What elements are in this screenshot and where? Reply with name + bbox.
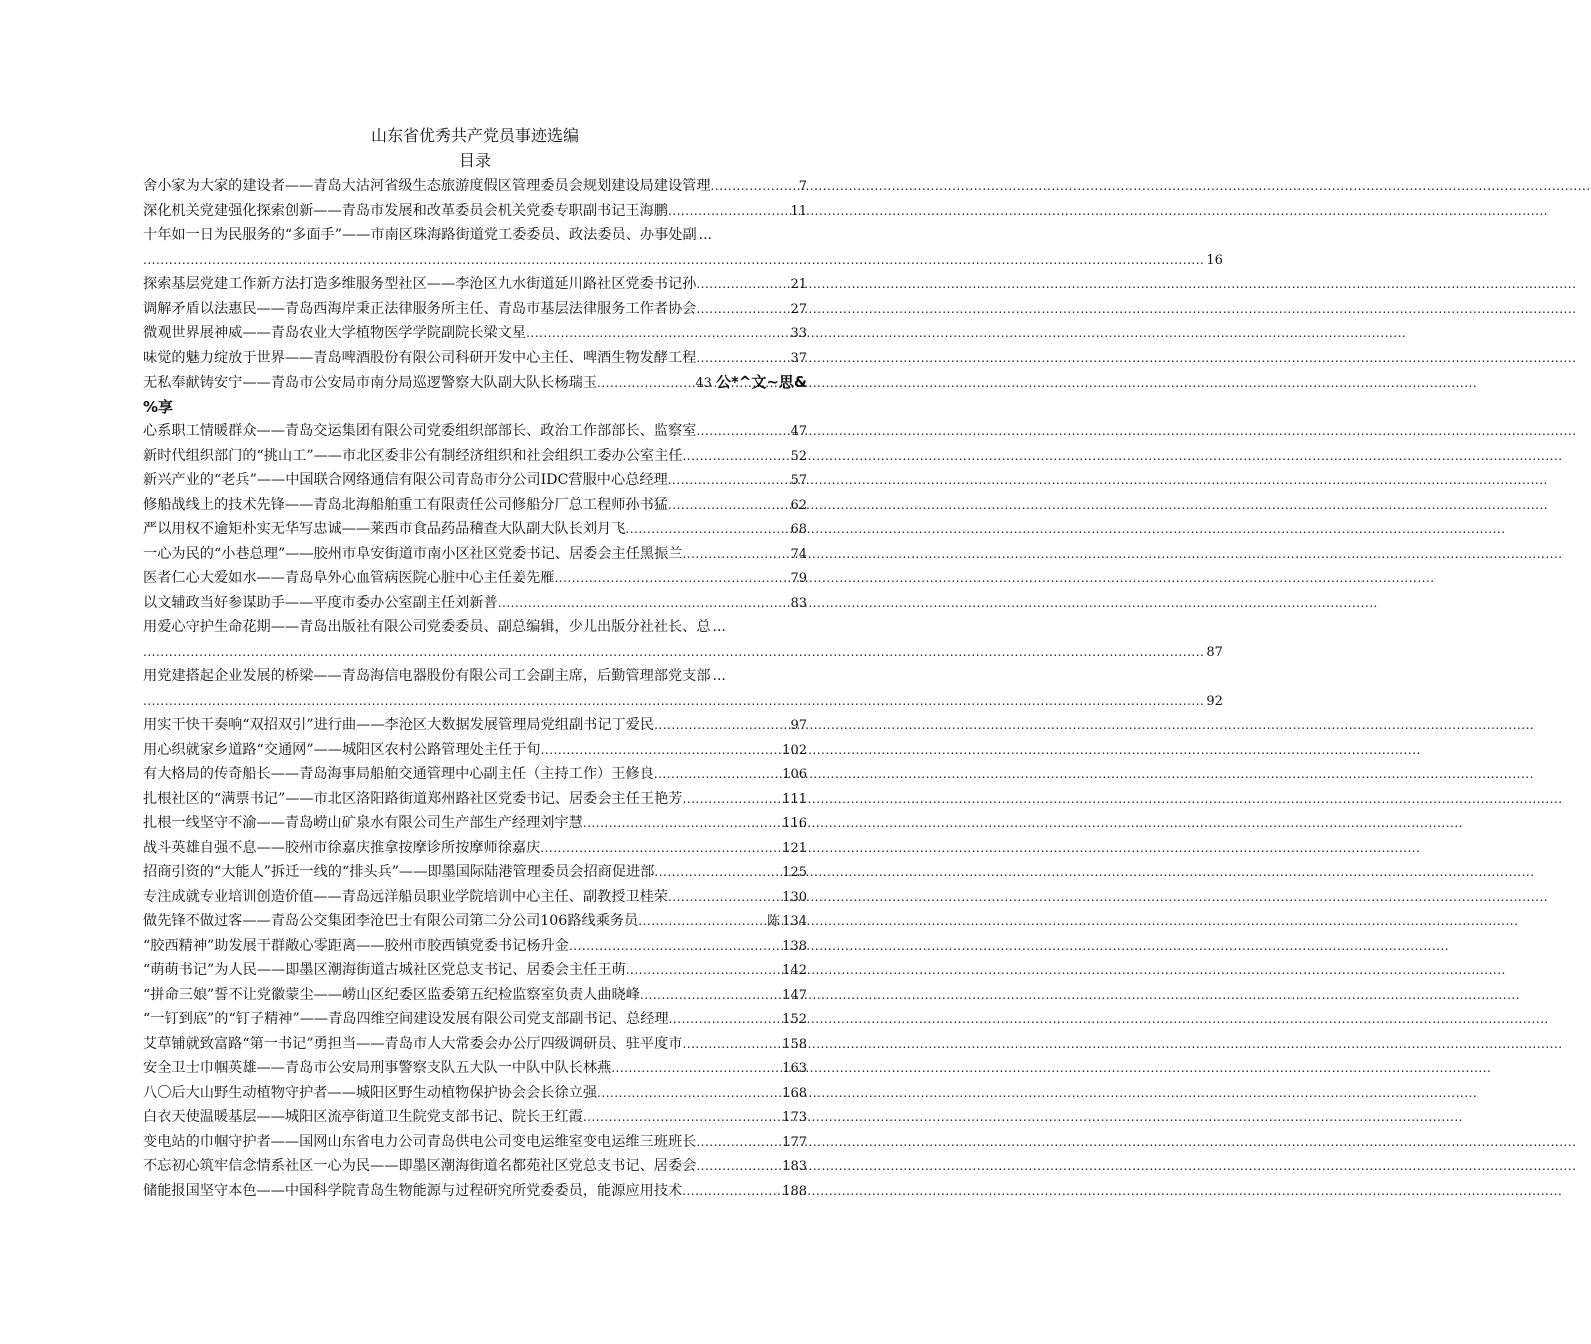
toc-entry[interactable]	[143, 836, 807, 861]
toc-entry-title: 新兴产业的“老兵”——中国联合网络通信有限公司青岛市分公司IDC营服中心总经理	[143, 472, 668, 488]
toc-entry-title: 心系职工情暖群众——青岛交运集团有限公司党委组织部部长、政治工作部部长、监察室	[143, 423, 697, 439]
toc-page-number: 116	[782, 816, 807, 831]
watermark-text: 公*^文~思&	[715, 373, 807, 391]
toc-entry[interactable]	[143, 370, 807, 395]
toc-page-number: 62	[790, 497, 807, 513]
toc-entry-title: 修船战线上的技术先锋——青岛北海船舶重工有限责任公司修船分厂总工程师孙书猛	[143, 496, 668, 513]
toc-entry-title: 扎根社区的“满票书记”——市北区洛阳路街道郑州路社区党委书记、居委会主任王艳芳	[143, 790, 683, 807]
toc-entry[interactable]	[143, 1179, 807, 1204]
toc-page-number: 188	[782, 1183, 807, 1199]
document-title: 山东省优秀共产党员事迹选编	[370, 126, 579, 145]
toc-leader-dots	[638, 909, 765, 934]
toc-page-number: 21	[790, 277, 807, 292]
toc-entry-title: 艾草铺就致富路“第一书记”勇担当——青岛市人大常委会办公厅四级调研员、驻平度市	[143, 1035, 683, 1052]
toc-leader-dots	[654, 762, 780, 787]
toc-page-number: 47	[790, 424, 807, 439]
toc-entry-title: 新时代组织部门的“挑山工”——市北区委非公有制经济组织和社会组织工委办公室主任	[143, 447, 683, 464]
toc-entry[interactable]	[143, 1081, 807, 1106]
toc-page-number: 177	[782, 1134, 807, 1150]
toc-entry[interactable]	[143, 860, 807, 885]
toc-leader-dots	[597, 1081, 780, 1106]
toc-page-number: 106	[782, 767, 807, 782]
toc-entry[interactable]	[143, 174, 807, 199]
toc-entry-ellipsis: ...	[712, 668, 726, 684]
toc-entry-title: 探索基层党建工作新方法打造多维服务型社区——李沧区九水街道延川路社区党委书记孙	[143, 276, 697, 292]
toc-entry-title: “胶西精神”助发展干群敞心零距离——胶州市胶西镇党委书记杨升金	[143, 937, 569, 954]
toc-entry[interactable]	[143, 493, 807, 518]
toc-entry[interactable]	[143, 787, 807, 812]
toc-entry[interactable]	[143, 542, 807, 567]
toc-page-number: 16	[1206, 252, 1223, 268]
toc-leader-dots	[654, 860, 780, 885]
toc-entry-continuation	[143, 640, 1223, 665]
toc-entry[interactable]	[143, 1007, 807, 1032]
toc-heading: 目录	[458, 151, 491, 170]
toc-entry-title: 舍小家为大家的建设者——青岛大沽河省级生态旅游度假区管理委员会规划建设局建设管理	[143, 178, 711, 194]
toc-entry[interactable]	[143, 591, 807, 616]
toc-entry-title: 专注成就专业培训创造价值——青岛远洋船员职业学院培训中心主任、副教授卫桂荣	[143, 888, 668, 905]
toc-entry[interactable]	[143, 1130, 807, 1155]
toc-entry-title: “一钉到底”的“钉子精神”——青岛四维空间建设发展有限公司党支部副书记、总经理	[143, 1011, 669, 1027]
toc-entry-title: 战斗英雄自强不息——胶州市徐嘉庆推拿按摩诊所按摩师徐嘉庆	[143, 839, 541, 856]
toc-page-number: 43	[695, 376, 712, 391]
toc-entry[interactable]	[143, 566, 807, 591]
toc-entry-title: 十年如一日为民服务的“多面手”——市南区珠海路街道党工委委员、政法委员、办事处副	[143, 227, 697, 243]
toc-entry-ellipsis: ...	[698, 227, 712, 243]
toc-leader-dots	[682, 1032, 780, 1057]
toc-page-number: 27	[790, 301, 807, 317]
toc-entry-title: 一心为民的“小巷总理”——胶州市阜安街道市南小区社区党委书记、居委会主任黑振兰	[143, 545, 683, 562]
toc-entry-title: 变电站的巾帼守护者——国网山东省电力公司青岛供电公司变电运维室变电运维三班班长	[143, 1133, 697, 1150]
toc-leader-dots	[143, 248, 1204, 273]
toc-leader-dots	[668, 199, 789, 224]
toc-entry-title: 微观世界展神威——青岛农业大学植物医学学院副院长梁文星	[143, 325, 527, 341]
toc-entry[interactable]	[143, 885, 807, 910]
toc-leader-dots	[682, 444, 788, 469]
toc-entry[interactable]	[143, 934, 807, 959]
toc-entry[interactable]	[143, 1032, 807, 1057]
toc-leader-dots	[640, 983, 780, 1008]
toc-page-number: 57	[790, 473, 807, 488]
toc-entry-title: 以文辅政当好参谋助手——平度市委办公室副主任刘新普	[143, 594, 498, 611]
toc-leader-dots	[696, 1154, 780, 1179]
toc-page-number: 173	[782, 1110, 807, 1125]
toc-page-number: 152	[782, 1012, 807, 1027]
toc-entry[interactable]	[143, 762, 807, 787]
toc-entry[interactable]	[143, 811, 807, 836]
toc-entry-title: “萌萌书记”为人民——即墨区潮海街道古城社区党总支书记、居委会主任王萌	[143, 962, 626, 978]
toc-page-number: 83	[790, 595, 807, 611]
toc-entry-title: 用党建搭起企业发展的桥梁——青岛海信电器股份有限公司工会副主席，后勤管理部党支部	[143, 668, 711, 684]
toc-entry-ellipsis: ...	[712, 619, 726, 635]
toc-page-number: 7	[798, 179, 807, 194]
toc-entry-title: 做先锋不做过客——青岛公交集团李沧巴士有限公司第二分公司106路线乘务员	[143, 913, 639, 929]
toc-entry-title: 八〇后大山野生动植物守护者——城阳区野生动植物保护协会会长徐立强	[143, 1084, 598, 1101]
toc-entry[interactable]	[143, 1056, 807, 1081]
toc-entry[interactable]	[143, 909, 807, 934]
toc-leader-dots	[668, 885, 780, 910]
toc-leader-dots	[682, 787, 780, 812]
toc-entry-title: 严以用权不逾矩朴实无华写忠诚——莱西市食品药品稽查大队副大队长刘月飞	[143, 521, 626, 537]
toc-entry-title: 招商引资的“大能人”拆迁一线的“排头兵”——即墨国际陆港管理委员会招商促进部	[143, 864, 655, 880]
toc-page-number: 138	[782, 938, 807, 954]
toc-page-number: 87	[1206, 644, 1223, 660]
toc-leader-dots	[696, 1130, 780, 1155]
toc-page-number: 147	[782, 987, 807, 1003]
toc-leader-dots	[668, 493, 789, 518]
toc-page-number: 111	[782, 791, 807, 807]
toc-entry-title: 味觉的魅力绽放于世界——青岛啤酒股份有限公司科研开发中心主任、啤酒生物发酵工程	[143, 349, 697, 366]
toc-entry-title: 扎根一线坚守不渝——青岛崂山矿泉水有限公司生产部生产经理刘宇慧	[143, 815, 583, 831]
toc-leader-dots	[626, 958, 780, 983]
toc-leader-dots	[611, 1056, 780, 1081]
toc-leader-dots	[554, 566, 788, 591]
toc-page-number: 102	[782, 742, 807, 758]
toc-page-number: 134	[782, 914, 807, 929]
toc-leader-dots	[668, 468, 789, 493]
toc-leader-dots	[696, 272, 788, 297]
toc-leader-dots	[498, 591, 789, 616]
toc-entry[interactable]	[143, 223, 807, 248]
toc-page-number: 92	[1206, 693, 1223, 709]
toc-leader-dots	[540, 836, 780, 861]
toc-entry[interactable]	[143, 321, 807, 346]
toc-leader-dots	[143, 640, 1204, 665]
toc-entry-continuation	[143, 689, 1223, 714]
toc-leader-dots	[625, 517, 788, 542]
toc-page-number: 97	[790, 718, 807, 733]
toc-leader-dots	[711, 174, 797, 199]
toc-page-number: 121	[782, 840, 807, 856]
toc-leader-dots	[682, 542, 788, 567]
toc-entry[interactable]	[143, 983, 807, 1008]
toc-entry-title: 调解矛盾以法惠民——青岛西海岸秉正法律服务所主任、青岛市基层法律服务工作者协会	[143, 300, 697, 317]
toc-entry-title: “拼命三娘”誓不让党徽蒙尘——崂山区纪委区监委第五纪检监察室负责人曲晓峰	[143, 986, 640, 1003]
toc-entry[interactable]	[143, 958, 807, 983]
toc-leader-dots	[583, 811, 780, 836]
toc-entry[interactable]	[143, 615, 807, 640]
toc-page-number: 142	[782, 963, 807, 978]
toc-page-number: 33	[790, 326, 807, 341]
toc-page-number: 163	[782, 1061, 807, 1076]
toc-entry[interactable]	[143, 1154, 807, 1179]
toc-entry-title: 用实干快干奏响“双招双引”进行曲——李沧区大数据发展管理局党组副书记丁爱民	[143, 717, 655, 733]
toc-leader-dots	[654, 713, 788, 738]
toc-entry-title: 安全卫士巾帼英雄——青岛市公安局刑事警察支队五大队一中队中队长林燕	[143, 1060, 612, 1076]
toc-leader-dots	[682, 1179, 780, 1204]
toc-entry-title: 储能报国坚守本色——中国科学院青岛生物能源与过程研究所党委委员，能源应用技术	[143, 1182, 683, 1199]
toc-entry[interactable]	[143, 419, 807, 444]
toc-entry-title: 用爱心守护生命花期——青岛出版社有限公司党委委员、副总编辑，少儿出版分社社长、总	[143, 619, 711, 635]
toc-page-number: 79	[790, 571, 807, 586]
toc-entry[interactable]	[143, 468, 807, 493]
table-of-contents	[143, 174, 1223, 1203]
toc-entry[interactable]	[143, 664, 807, 689]
watermark-text-continuation: %享	[143, 397, 174, 416]
toc-page-number: 125	[782, 865, 807, 880]
toc-entry-title: 用心织就家乡道路“交通网”——城阳区农村公路管理处主任于旬	[143, 741, 541, 758]
toc-entry[interactable]	[143, 444, 807, 469]
toc-leader-dots	[569, 934, 780, 959]
toc-page-number: 37	[790, 350, 807, 366]
toc-page-number: 168	[782, 1085, 807, 1101]
toc-page-number: 158	[782, 1036, 807, 1052]
toc-page-number: 68	[790, 522, 807, 537]
toc-leader-dots	[583, 1105, 780, 1130]
toc-entry[interactable]	[143, 199, 807, 224]
toc-page-number: 130	[782, 889, 807, 905]
toc-entry[interactable]	[143, 272, 807, 297]
toc-leader-dots	[541, 738, 781, 763]
toc-leader-dots	[696, 419, 788, 444]
toc-entry-title: 不忘初心筑牢信念情系社区一心为民——即墨区潮海街道名都苑社区党总支书记、居委会	[143, 1158, 697, 1174]
toc-entry[interactable]	[143, 297, 807, 322]
toc-entry-continuation	[143, 248, 1223, 273]
toc-entry[interactable]	[143, 517, 807, 542]
toc-page-prefix: 陈	[767, 914, 781, 929]
toc-leader-dots	[143, 689, 1204, 714]
toc-leader-dots	[597, 371, 693, 396]
toc-entry[interactable]	[143, 1105, 807, 1130]
toc-leader-dots	[696, 297, 788, 322]
toc-entry[interactable]	[143, 346, 807, 371]
toc-entry-title: 深化机关党建强化探索创新——青岛市发展和改革委员会机关党委专职副书记王海鹏	[143, 202, 668, 219]
toc-page-number: 11	[790, 203, 807, 219]
toc-entry-title: 医者仁心大爱如水——青岛阜外心血管病医院心脏中心主任姜先雁	[143, 570, 555, 586]
toc-entry[interactable]	[143, 713, 807, 738]
toc-entry[interactable]	[143, 738, 807, 763]
toc-page-number: 74	[790, 546, 807, 562]
toc-entry-title: 白衣天使温暖基层——城阳区流亭街道卫生院党支部书记、院长王红霞	[143, 1109, 583, 1125]
toc-entry-title: 无私奉献铸安宁——青岛市公安局市南分局巡逻警察大队副大队长杨瑞玉	[143, 375, 598, 391]
toc-entry-title: 有大格局的传奇船长——青岛海事局船舶交通管理中心副主任（主持工作）王修良	[143, 766, 654, 782]
toc-page-number: 52	[790, 448, 807, 464]
toc-leader-dots	[526, 321, 788, 346]
toc-page-number: 183	[782, 1159, 807, 1174]
toc-leader-dots	[669, 1007, 781, 1032]
toc-leader-dots	[696, 346, 788, 371]
